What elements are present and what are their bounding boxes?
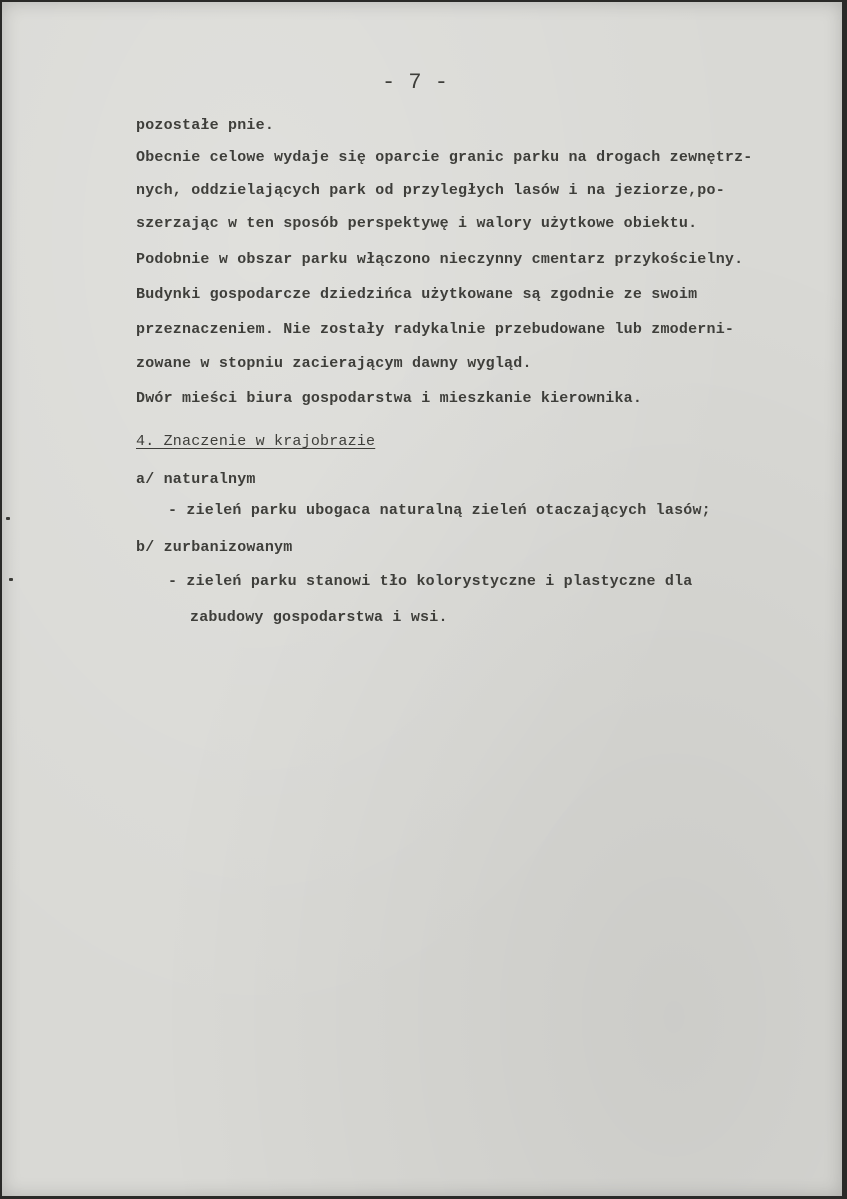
- text-line: pozostałe pnie.: [136, 117, 275, 134]
- section-heading: 4. Znaczenie w krajobrazie: [136, 433, 376, 450]
- text-line: Obecnie celowe wydaje się oparcie granic parku na drogach zewnętrz-: [136, 149, 753, 166]
- document-page: [2, 2, 842, 1196]
- item-a-label: a/ naturalnym: [136, 471, 256, 488]
- item-b-label: b/ zurbanizowanym: [136, 539, 293, 556]
- text-line: zowane w stopniu zacierającym dawny wygląd.: [136, 355, 532, 372]
- item-b-text-continued: zabudowy gospodarstwa i wsi.: [190, 609, 448, 626]
- page-number: - 7 -: [382, 70, 449, 95]
- margin-mark: [9, 578, 13, 581]
- text-line: szerzając w ten sposób perspektywę i walory użytkowe obiektu.: [136, 215, 698, 232]
- text-line: przeznaczeniem. Nie zostały radykalnie przebudowane lub zmoderni-: [136, 321, 735, 338]
- item-a-text: - zieleń parku ubogaca naturalną zieleń otaczających lasów;: [168, 502, 711, 519]
- item-b-text: - zieleń parku stanowi tło kolorystyczne i plastyczne dla: [168, 573, 693, 590]
- text-line: Podobnie w obszar parku włączono nieczynny cmentarz przykościelny.: [136, 251, 744, 268]
- text-line: Budynki gospodarcze dziedzińca użytkowane są zgodnie ze swoim: [136, 286, 698, 303]
- margin-mark: [6, 517, 10, 520]
- text-line: Dwór mieści biura gospodarstwa i mieszkanie kierownika.: [136, 390, 643, 407]
- text-line: nych, oddzielających park od przyległych lasów i na jeziorze,po-: [136, 182, 725, 199]
